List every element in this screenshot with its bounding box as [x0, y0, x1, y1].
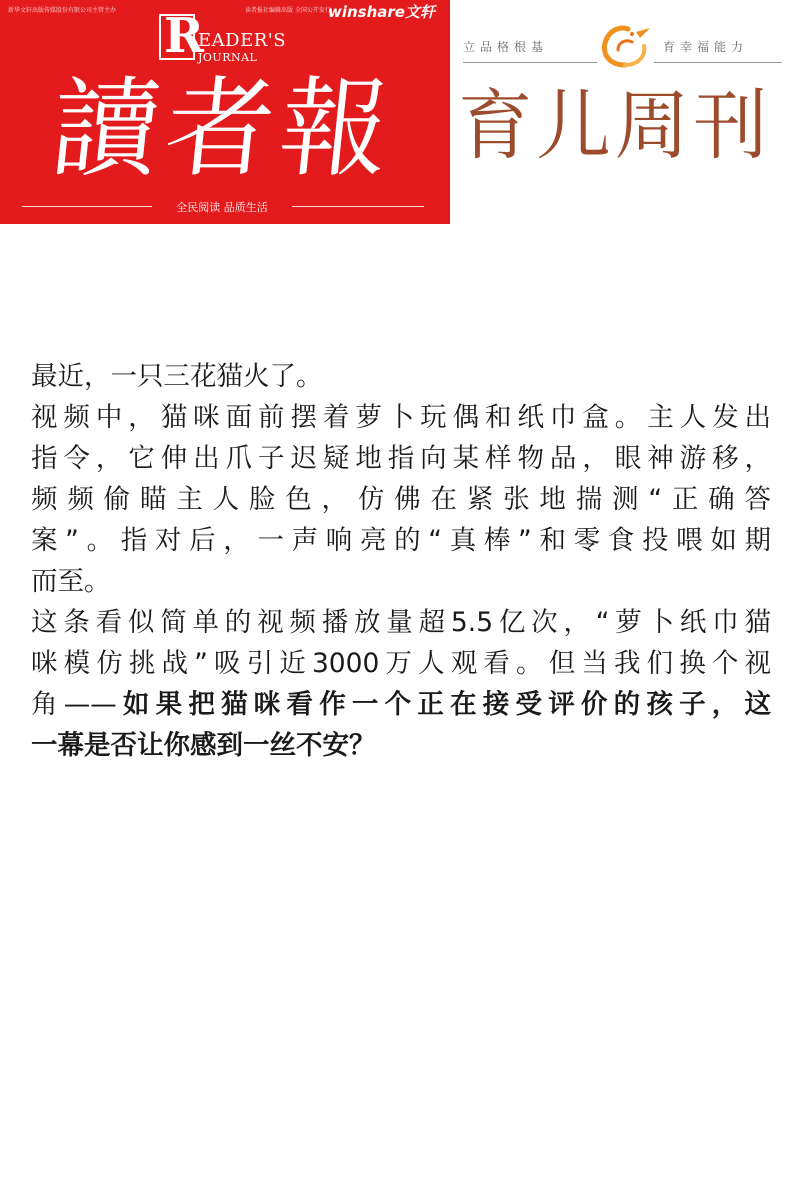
emphasis-text: 如果把猫咪看作一个正在接受评价的孩子，这	[116, 689, 772, 720]
paragraph-1	[31, 356, 771, 397]
brand-en-journal: JOURNAL	[198, 51, 258, 64]
emphasis-text: 一幕是否让你感到一丝不安？	[31, 730, 376, 761]
masthead-slogan: 全民阅读 品质生活	[176, 201, 268, 214]
text-line	[31, 684, 771, 725]
text-line: 案”。指对后，一声响亮的“真棒”和零食投喂如期	[31, 525, 771, 556]
text-line: 最近，一只三花猫火了。	[31, 361, 323, 392]
text-line: 这条看似简单的视频播放量超5.5亿次，“萝卜纸巾猫	[31, 607, 771, 638]
text-line	[31, 725, 771, 766]
text-line: 视频中，猫咪面前摆着萝卜玩偶和纸巾盒。主人发出	[31, 402, 771, 433]
text-plain: 角——	[31, 689, 117, 720]
brand-en-readers: EADER'S	[198, 30, 287, 51]
logo-slogan-line-left	[463, 62, 597, 63]
slogan-rule-right	[292, 206, 424, 207]
sun-swirl-icon	[596, 20, 654, 70]
text-line: 频频偷瞄主人脸色，仿佛在紧张地揣测“正确答	[31, 484, 771, 515]
issuer-note: 读者报社编辑出版 全国公开发行	[245, 7, 331, 14]
paragraph-2	[31, 397, 771, 602]
text-line: 咪模仿挑战”吸引近3000万人观看。但当我们换个视	[31, 648, 771, 679]
paragraph-3	[31, 602, 771, 766]
text-line: 指令，它伸出爪子迟疑地指向某样物品，眼神游移，	[31, 443, 771, 474]
winshare-logo: winshare文轩	[328, 3, 435, 21]
logo-slogan-line-right	[654, 62, 782, 63]
brand-en-initial: R	[164, 8, 204, 64]
logo-slogan-right: 育幸福能力	[663, 40, 749, 54]
article-body	[31, 356, 771, 766]
publisher-note: 新华文轩出版传媒股份有限公司主管主办	[8, 7, 117, 14]
text-line: 而至。	[31, 566, 111, 597]
readers-journal-masthead	[0, 0, 450, 224]
yuer-weekly-brand: 育儿周刊	[458, 81, 772, 170]
logo-slogan-left: 立品格根基	[463, 40, 549, 54]
brand-cn-calligraphy: 讀者報	[45, 67, 401, 192]
slogan-rule-left	[22, 206, 152, 207]
